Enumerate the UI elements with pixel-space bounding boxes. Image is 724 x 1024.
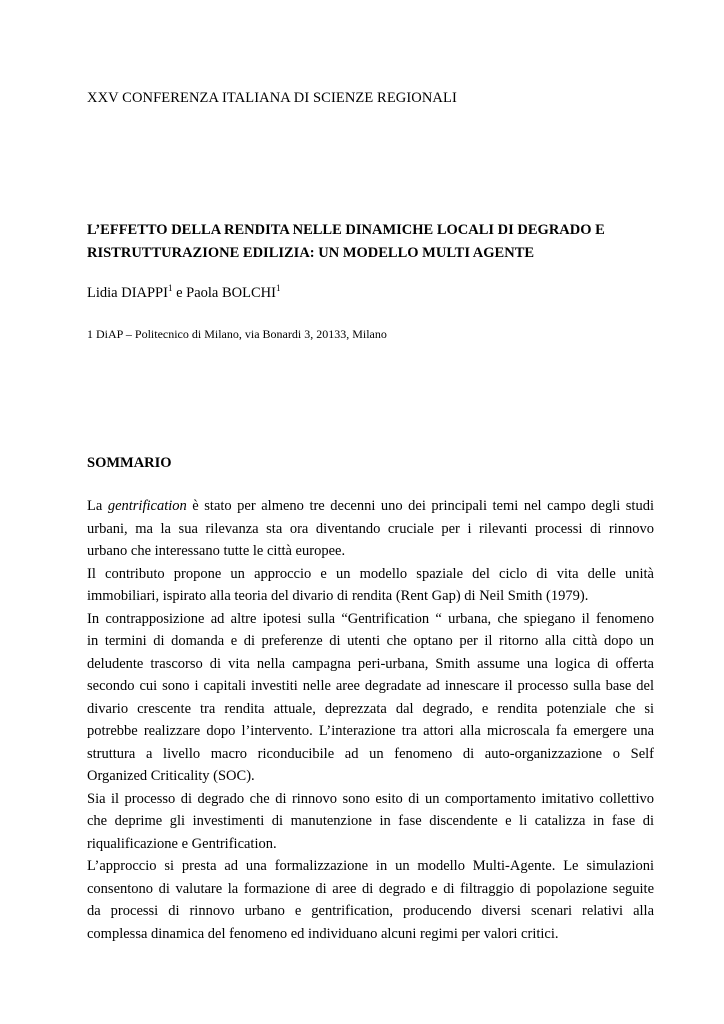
conference-header: XXV CONFERENZA ITALIANA DI SCIENZE REGIONALI xyxy=(87,90,457,106)
abstract-heading: SOMMARIO xyxy=(87,455,172,471)
paper-title-line: RISTRUTTURAZIONE EDILIZIA: UN MODELLO MULTI AGENTE xyxy=(87,244,535,261)
abstract-line: in termini di domanda e di preferenze di utenti che optano per il ritorno alla città dopo un xyxy=(87,633,654,649)
abstract-line: immobiliari, ispirato alla teoria del divario di rendita (Rent Gap) di Neil Smith (1979). xyxy=(87,588,589,604)
abstract-body xyxy=(87,495,654,945)
abstract-line xyxy=(87,495,654,518)
abstract-first-line-rest: è stato per almeno tre decenni uno dei principali temi nel campo degli studi xyxy=(186,498,654,514)
abstract-line: potrebbe realizzare dopo l’intervento. L’interazione tra attori alla microscala fa emergere una xyxy=(87,723,654,739)
abstract-line: Sia il processo di degrado che di rinnovo sono esito di un comportamento imitativo collettivo xyxy=(87,790,654,807)
abstract-line: riqualificazione e Gentrification. xyxy=(87,835,277,852)
author-list xyxy=(87,285,280,302)
author-affiliation: 1 DiAP – Politecnico di Milano, via Bonardi 3, 20133, Milano xyxy=(87,327,387,341)
author-connector: e xyxy=(172,285,187,301)
paper-title xyxy=(87,219,647,264)
abstract-line: consentono di valutare la formazione di aree di degrado e di filtraggio di popolazione seguite xyxy=(87,880,654,897)
author-affiliation-mark: 1 xyxy=(275,283,281,293)
abstract-line: In contrapposizione ad altre ipotesi sulla “Gentrification “ urbana, che spiegano il fenomeno xyxy=(87,610,654,627)
abstract-line: L’approccio si presta ad una formalizzazione in un modello Multi-Agente. Le simulazioni xyxy=(87,858,654,874)
abstract-line: Organized Criticality (SOC). xyxy=(87,768,255,784)
author-name: Lidia DIAPPI xyxy=(87,285,168,301)
paper-title-line: L’EFFETTO DELLA RENDITA NELLE DINAMICHE LOCALI DI DEGRADO E xyxy=(87,222,605,238)
abstract-line: urbano che interessano tutte le città europee. xyxy=(87,543,346,559)
abstract-line: secondo cui sono i capitali investiti nelle aree degradate ad innescare il processo sulla base del xyxy=(87,678,654,694)
abstract-line: complessa dinamica del fenomeno ed individuano alcuni regimi per valori critici. xyxy=(87,925,559,942)
author-name: Paola BOLCHI xyxy=(186,285,276,301)
abstract-line: da processi di rinnovo urbano e gentrification, producendo diversi scenari relativi alla xyxy=(87,903,654,919)
author-affiliation-mark: 1 xyxy=(167,283,173,293)
abstract-line: Il contributo propone un approccio e un modello spaziale del ciclo di vita delle unità xyxy=(87,565,654,582)
abstract-italic-term: gentrification xyxy=(107,498,187,514)
abstract-line: che deprime gli investimenti di manutenzione in fase discendente e li catalizza in fase di xyxy=(87,813,654,829)
abstract-line: deludente trascorso di vita nella campagna peri-urbana, Smith assume una logica di offerta xyxy=(87,655,654,672)
abstract-first-word: La xyxy=(87,498,108,514)
abstract-line: divario crescente tra rendita attuale, deprezzata dal degrado, e rendita potenziale che si xyxy=(87,700,654,717)
abstract-line: urbani, ma la sua rilevanza sta ora diventando cruciale per i rilevanti processi di rinnovo xyxy=(87,520,654,537)
abstract-line: struttura a livello macro riconducibile ad un fenomeno di auto-organizzazione o Self xyxy=(87,745,654,762)
